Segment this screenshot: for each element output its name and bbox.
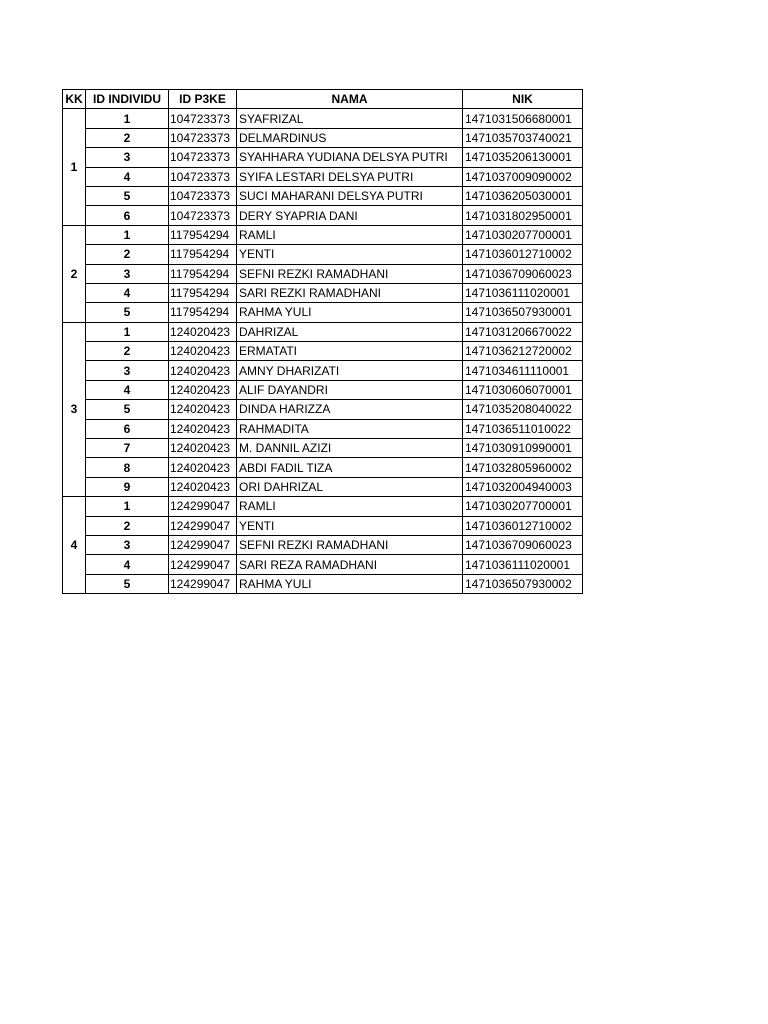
cell-id-individu: 9 [86,477,169,496]
cell-nama: RAHMA YULI [237,574,463,593]
cell-nik: 1471036709060023 [463,535,583,554]
cell-id-p3ke: 104723373 [169,128,237,147]
cell-id-individu: 2 [86,342,169,361]
cell-id-individu: 2 [86,516,169,535]
table-row [63,419,583,438]
table-row [63,283,583,302]
cell-id-individu: 3 [86,148,169,167]
cell-id-individu: 8 [86,458,169,477]
cell-id-p3ke: 104723373 [169,167,237,186]
family-members-table [62,89,583,594]
table-row [63,400,583,419]
cell-nik: 1471035208040022 [463,400,583,419]
cell-id-individu: 4 [86,555,169,574]
cell-id-p3ke: 124299047 [169,497,237,516]
cell-nik: 1471036111020001 [463,283,583,302]
cell-id-p3ke: 124299047 [169,535,237,554]
header-kk: KK [63,90,86,109]
cell-nik: 1471036012710002 [463,516,583,535]
cell-id-individu: 2 [86,245,169,264]
cell-nama: RAMLI [237,497,463,516]
table-row [63,148,583,167]
cell-nama: DELMARDINUS [237,128,463,147]
cell-nik: 1471037009090002 [463,167,583,186]
table-row [63,361,583,380]
cell-kk: 2 [63,225,86,322]
table-row [63,535,583,554]
cell-nama: SYIFA LESTARI DELSYA PUTRI [237,167,463,186]
table-row [63,225,583,244]
cell-nik: 1471030606070001 [463,380,583,399]
cell-nama: SUCI MAHARANI DELSYA PUTRI [237,186,463,205]
cell-id-p3ke: 124020423 [169,419,237,438]
cell-id-individu: 3 [86,264,169,283]
cell-id-individu: 4 [86,283,169,302]
cell-id-individu: 1 [86,497,169,516]
header-nik: NIK [463,90,583,109]
cell-nama: RAHMADITA [237,419,463,438]
cell-id-individu: 6 [86,419,169,438]
cell-nik: 1471036212720002 [463,342,583,361]
cell-id-p3ke: 124020423 [169,439,237,458]
cell-nama: DINDA HARIZZA [237,400,463,419]
cell-id-p3ke: 124299047 [169,555,237,574]
cell-nama: YENTI [237,516,463,535]
cell-id-individu: 5 [86,186,169,205]
table-row [63,516,583,535]
cell-nama: RAHMA YULI [237,303,463,322]
cell-kk: 1 [63,109,86,225]
table-row [63,497,583,516]
header-id-p3ke: ID P3KE [169,90,237,109]
table-row [63,128,583,147]
table-row [63,303,583,322]
cell-nama: ABDI FADIL TIZA [237,458,463,477]
cell-id-individu: 3 [86,535,169,554]
cell-id-individu: 1 [86,225,169,244]
cell-id-p3ke: 117954294 [169,264,237,283]
table-row [63,574,583,593]
cell-id-individu: 1 [86,109,169,128]
cell-nama: YENTI [237,245,463,264]
table-row [63,186,583,205]
cell-id-individu: 4 [86,380,169,399]
cell-nama: ALIF DAYANDRI [237,380,463,399]
cell-nama: AMNY DHARIZATI [237,361,463,380]
header-id-individu: ID INDIVIDU [86,90,169,109]
cell-id-individu: 5 [86,303,169,322]
cell-nik: 1471031206670022 [463,322,583,341]
cell-id-p3ke: 104723373 [169,206,237,225]
cell-nama: SARI REZKI RAMADHANI [237,283,463,302]
cell-nama: SEFNI REZKI RAMADHANI [237,535,463,554]
cell-id-individu: 4 [86,167,169,186]
cell-nama: SYAFRIZAL [237,109,463,128]
cell-kk: 4 [63,497,86,594]
cell-nik: 1471036111020001 [463,555,583,574]
cell-nama: SEFNI REZKI RAMADHANI [237,264,463,283]
cell-nik: 1471036511010022 [463,419,583,438]
table-row [63,322,583,341]
cell-nik: 1471030207700001 [463,497,583,516]
cell-id-p3ke: 104723373 [169,148,237,167]
cell-id-individu: 5 [86,574,169,593]
cell-id-p3ke: 124020423 [169,400,237,419]
cell-nik: 1471036205030001 [463,186,583,205]
cell-nik: 1471031506680001 [463,109,583,128]
table-row [63,342,583,361]
cell-nik: 1471032805960002 [463,458,583,477]
table-row [63,439,583,458]
cell-id-p3ke: 117954294 [169,225,237,244]
table-row [63,109,583,128]
cell-nama: ERMATATI [237,342,463,361]
cell-kk: 3 [63,322,86,497]
cell-nama: ORI DAHRIZAL [237,477,463,496]
cell-id-individu: 2 [86,128,169,147]
cell-nik: 1471032004940003 [463,477,583,496]
cell-id-individu: 7 [86,439,169,458]
cell-nik: 1471030910990001 [463,439,583,458]
cell-id-p3ke: 104723373 [169,186,237,205]
cell-nik: 1471036507930002 [463,574,583,593]
cell-id-p3ke: 124299047 [169,574,237,593]
cell-id-individu: 3 [86,361,169,380]
table-row [63,206,583,225]
cell-nama: M. DANNIL AZIZI [237,439,463,458]
cell-nik: 1471031802950001 [463,206,583,225]
table-row [63,477,583,496]
cell-nama: DAHRIZAL [237,322,463,341]
table-header-row [63,90,583,109]
table-row [63,555,583,574]
cell-nik: 1471035703740021 [463,128,583,147]
cell-id-p3ke: 117954294 [169,245,237,264]
cell-id-p3ke: 104723373 [169,109,237,128]
cell-nama: RAMLI [237,225,463,244]
cell-id-p3ke: 124020423 [169,361,237,380]
cell-id-individu: 5 [86,400,169,419]
cell-nik: 1471030207700001 [463,225,583,244]
cell-id-individu: 1 [86,322,169,341]
cell-nik: 1471035206130001 [463,148,583,167]
cell-nik: 1471034611110001 [463,361,583,380]
cell-nik: 1471036507930001 [463,303,583,322]
cell-nama: SARI REZA RAMADHANI [237,555,463,574]
table-row [63,264,583,283]
cell-nama: DERY SYAPRIA DANI [237,206,463,225]
table-row [63,245,583,264]
table-row [63,380,583,399]
cell-id-p3ke: 124020423 [169,342,237,361]
cell-nama: SYAHHARA YUDIANA DELSYA PUTRI [237,148,463,167]
cell-id-p3ke: 124299047 [169,516,237,535]
cell-id-p3ke: 124020423 [169,380,237,399]
cell-nik: 1471036012710002 [463,245,583,264]
table-row [63,167,583,186]
table-row [63,458,583,477]
header-nama: NAMA [237,90,463,109]
table-body [63,109,583,594]
cell-id-p3ke: 117954294 [169,303,237,322]
cell-id-individu: 6 [86,206,169,225]
cell-nik: 1471036709060023 [463,264,583,283]
cell-id-p3ke: 124020423 [169,458,237,477]
cell-id-p3ke: 124020423 [169,322,237,341]
cell-id-p3ke: 117954294 [169,283,237,302]
cell-id-p3ke: 124020423 [169,477,237,496]
